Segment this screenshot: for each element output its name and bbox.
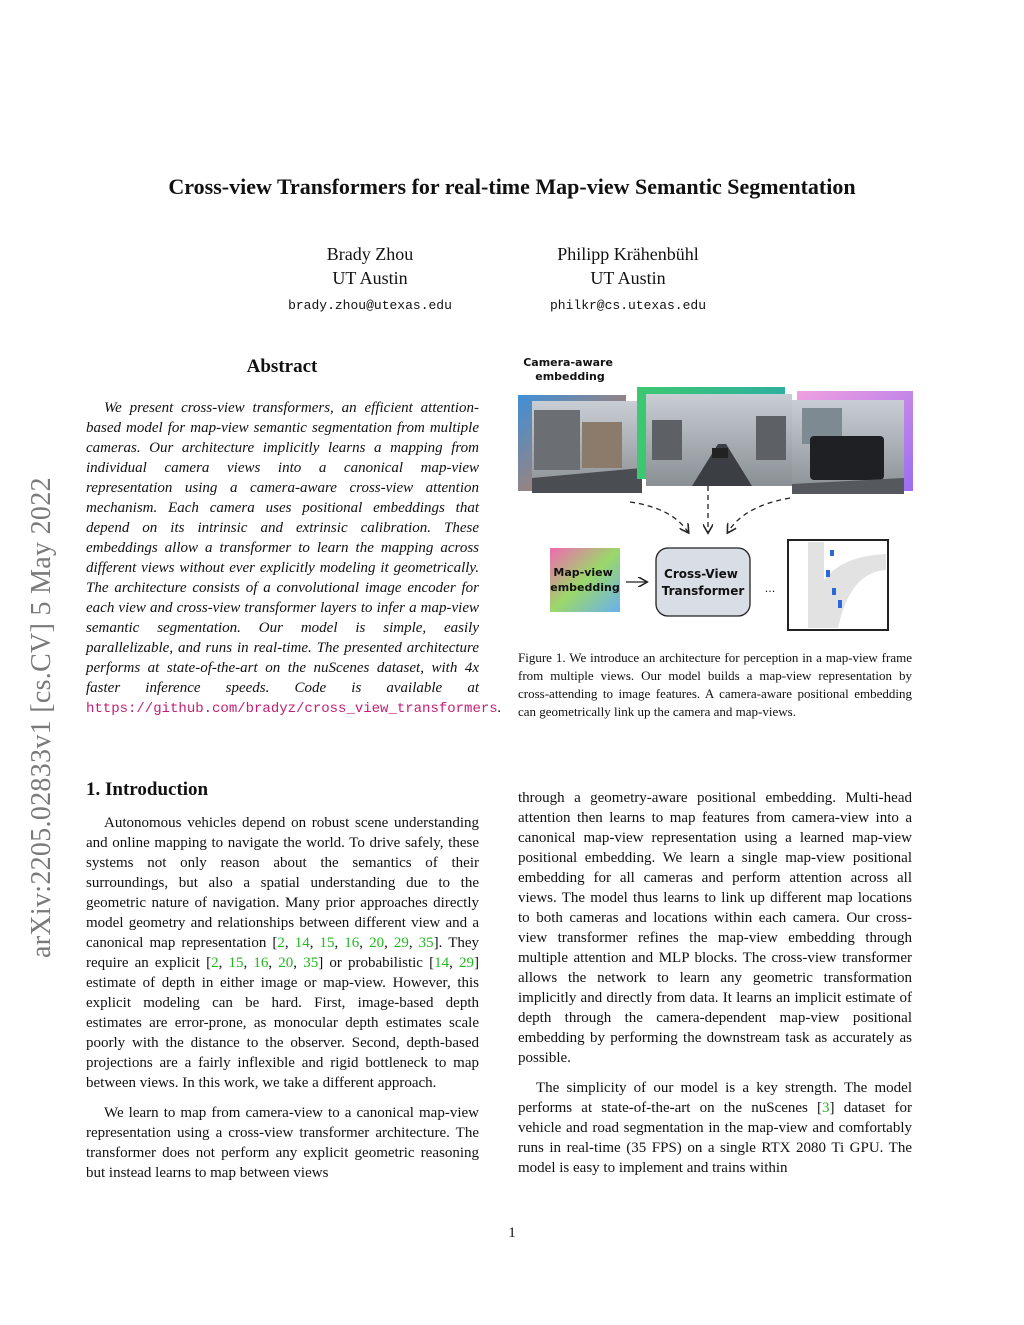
abstract-heading: Abstract	[246, 356, 318, 377]
figure-1	[512, 350, 916, 640]
code-link[interactable]: https://github.com/bradyz/cross_view_transformers	[86, 701, 498, 717]
citation[interactable]: 15	[228, 955, 244, 971]
intro-text: Autonomous vehicles depend on robust scene understanding and online mapping to navigate the world. To drive safely, these systems not only reason about the semantics of their surroundings, but also a spatial understanding due to the geometric nature of navigation. Many prior approaches directly model geometry and relationships between different view and a canonical map representation [	[86, 815, 479, 951]
citation[interactable]: 2	[277, 935, 285, 951]
citation[interactable]: 3	[822, 1100, 830, 1116]
intro-paragraph-2: We learn to map from camera-view to a canonical map-view representation using a cross-view transformer architecture. The transformer does not perform any explicit geometric reasoning but instead learns to map between views	[86, 1105, 479, 1181]
intro-text: The simplicity of our model is a key strength. The model performs at state-of-the-art on the nuScenes [	[518, 1080, 912, 1116]
camera-aware-line-1: Camera-aware	[523, 356, 613, 369]
camera-aware-line-2: embedding	[535, 370, 605, 383]
citation[interactable]: 29	[459, 955, 475, 971]
author-name: Philipp Krähenbühl	[557, 244, 699, 264]
arxiv-stamp	[22, 358, 60, 958]
citation[interactable]: 15	[319, 935, 335, 951]
citation[interactable]: 16	[344, 935, 360, 951]
citation[interactable]: 20	[369, 935, 385, 951]
transformer-line-1: Cross-View	[664, 567, 738, 581]
citation[interactable]: 14	[434, 955, 450, 971]
ellipsis-label: ...	[764, 582, 776, 595]
section-heading: 1. Introduction	[86, 779, 209, 800]
abstract-text	[86, 398, 502, 719]
citation[interactable]: 2	[211, 955, 219, 971]
citation[interactable]: 35	[303, 955, 319, 971]
citation[interactable]: 20	[278, 955, 294, 971]
citation[interactable]: 14	[294, 935, 310, 951]
intro-text: ] dataset for vehicle and road segmentation in the map-view and comfortably runs in real-time (35 FPS) on a single RTX 2080 Ti GPU. The model is easy to implement and trains within	[518, 1100, 913, 1176]
camera-aware-label	[523, 356, 617, 383]
author-name: Brady Zhou	[326, 244, 414, 264]
transformer-line-2: Transformer	[661, 584, 745, 598]
intro-paragraph-4	[518, 1078, 912, 1178]
output-map	[788, 540, 888, 630]
transformer-box	[656, 548, 750, 616]
abstract-end: .	[497, 700, 502, 716]
camera-view-right	[792, 391, 913, 494]
author-affiliation: UT Austin	[332, 268, 408, 288]
arxiv-id: arXiv:2205.02833v1 [cs.CV] 5 May 2022	[26, 477, 57, 958]
intro-text: ]. They require an explicit [	[86, 935, 480, 971]
map-view-embedding-box	[550, 548, 620, 612]
paper-title: Cross-view Transformers for real-time Map-view Semantic Segmentation	[168, 174, 856, 199]
camera-view-left	[518, 395, 642, 493]
author-email: brady.zhou@utexas.edu	[288, 298, 452, 313]
intro-paragraph-1: Autonomous vehicles depend on robust scene understanding and online mapping to navigate the world. To drive safely, these systems not only reason about the semantics of their surroundings, but also a spatial understanding due to the geometric nature of navigation. Many prior approaches directly model geometry and relationships between different view and a canonical map representation [2, 14, 15, 16, 20, 29, 35]. They require an explicit [2, 15, 16, 20, 35] or probabilistic [14, 29] estimate of depth in either image or map-view. However, this explicit modeling can be hard. First, image-based depth estimates are error-prone, as monocular depth estimates scale poorly with the distance to the observer. Second, depth-based projections are a fairly inflexible and rigid bottleneck to map between views. In this work, we take a different approach.	[86, 815, 480, 1091]
intro-paragraph-3: through a geometry-aware positional embedding. Multi-head attention then learns to map features from camera-view into a canonical map-view representation using a learned map-view positional embedding. We learn a single map-view positional embedding for all cameras and perform attention across all views. The model thus learns to link up different map locations to both cameras and locations within each camera. Our cross-view transformer refines the map-view embedding through multiple attention and MLP blocks. The cross-view transformer allows the network to learn any geometric transformation implicitly and directly from data. It learns an implicit estimate of depth through the camera-dependent map-view positional embedding by performing the downstream task as accurately as possible.	[518, 790, 912, 1066]
intro-text: ] or probabilistic [	[318, 955, 435, 971]
abstract-body: We present cross-view transformers, an efficient attention-based model for map-view semantic segmentation from multiple cameras. Our architecture implicitly learns a mapping from individual camera views into a canonical map-view representation using a camera-aware cross-view attention mechanism. Each camera uses positional embeddings that depend on its intrinsic and extrinsic calibration. These embeddings allow a transformer to learn the mapping across different views without ever explicitly modeling it geometrically. The architecture consists of a convolutional image encoder for each view and cross-view transformer layers to infer a map-view semantic segmentation. Our model is simple, easily parallelizable, and runs in real-time. The presented architecture performs at state-of-the-art on the nuScenes dataset, with 4x faster inference speeds. Code is available at	[86, 400, 479, 696]
author-affiliation: UT Austin	[590, 268, 666, 288]
intro-right-column	[518, 788, 912, 1188]
author-email: philkr@cs.utexas.edu	[549, 298, 707, 313]
map-view-line-2: embedding	[550, 581, 620, 594]
citation[interactable]: 16	[253, 955, 269, 971]
citation[interactable]: 35	[418, 935, 434, 951]
intro-text: ] estimate of depth in either image or map-view. However, this explicit modeling can be hard. First, image-based depth estimates are error-prone, as monocular depth estimates scale poorly with the distance to the observer. Second, depth-based projections are a fairly inflexible and rigid bottleneck to map between views. In this work, we take a different approach.	[86, 955, 480, 1091]
figure-caption: Figure 1. We introduce an architecture for perception in a map-view frame from multiple views. Our model builds a map-view representation by cross-attending to image features. A camera-aware positional embedding can geometrically link up the camera and map-views.	[518, 650, 912, 719]
page-number: 1	[508, 1225, 516, 1241]
intro-left-column	[86, 813, 479, 1193]
citation[interactable]: 29	[393, 935, 409, 951]
author-block	[478, 242, 778, 313]
camera-view-center	[637, 387, 792, 486]
author-block	[220, 242, 520, 313]
map-view-line-1: Map-view	[553, 566, 613, 579]
